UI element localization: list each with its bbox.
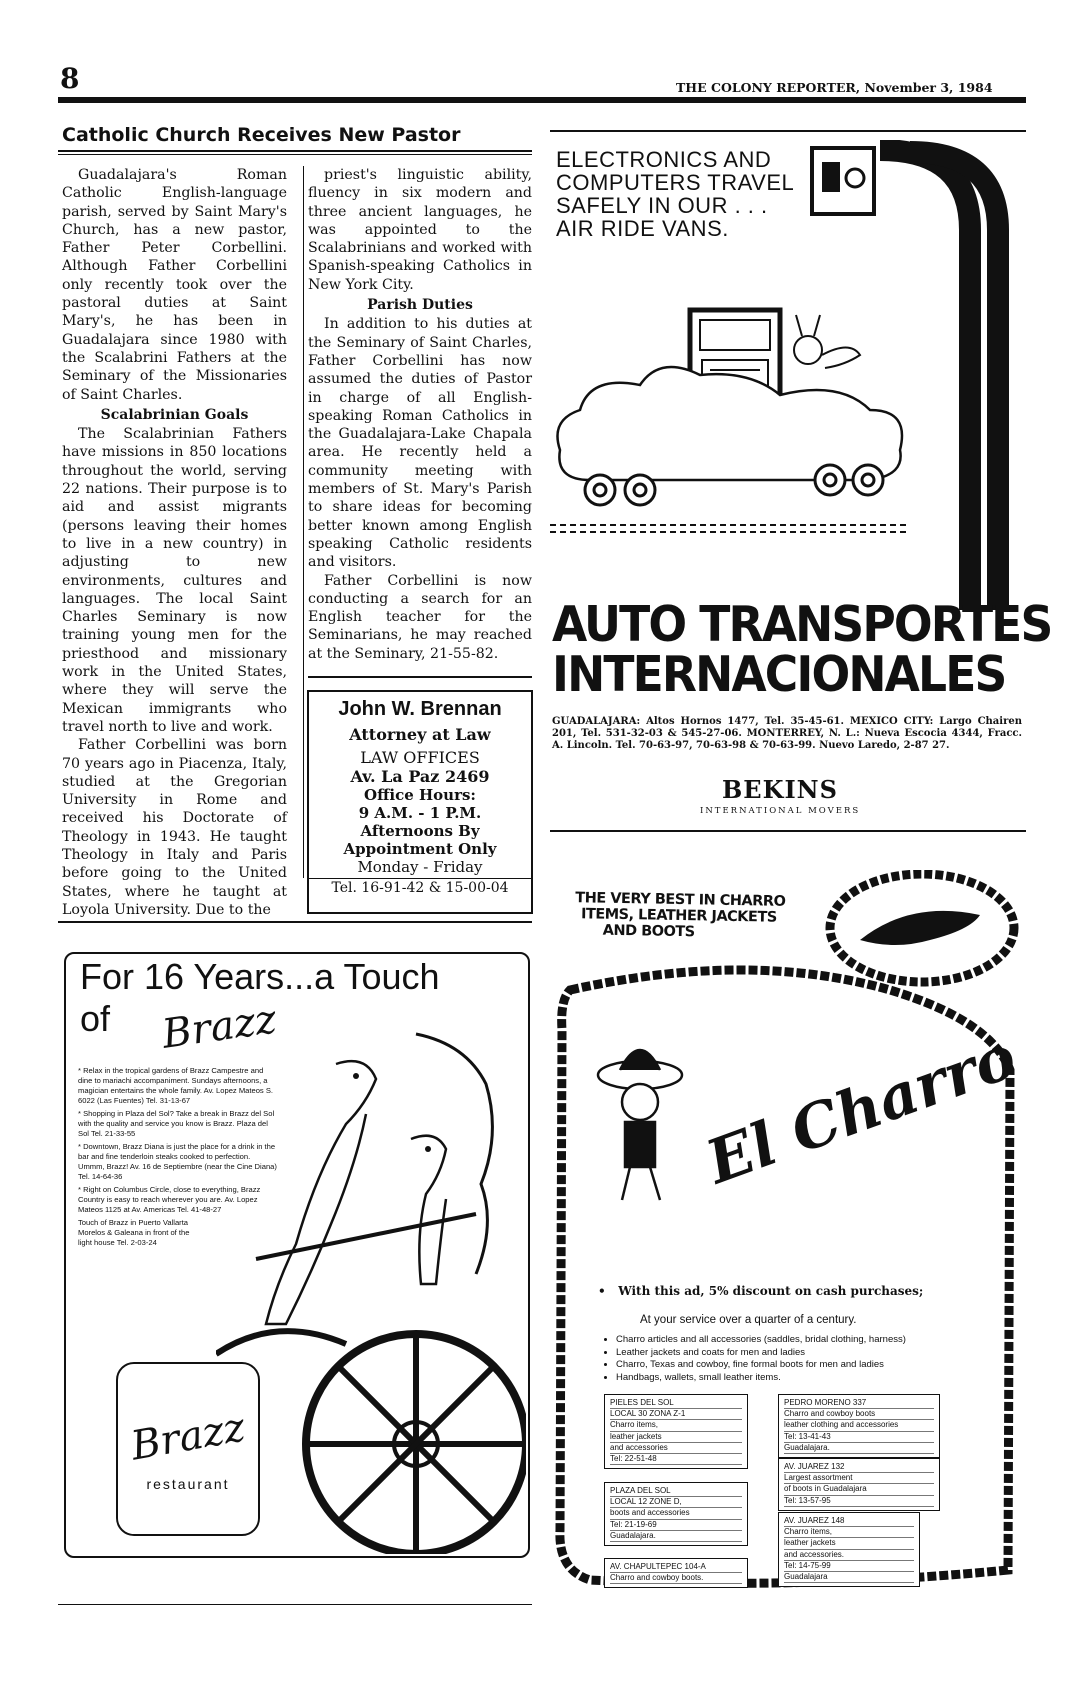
- headline-line: ELECTRONICS AND: [556, 147, 772, 172]
- section-rule: [58, 921, 532, 923]
- bekins-subline: INTERNATIONAL MOVERS: [700, 806, 861, 816]
- page-number: 8: [60, 62, 80, 95]
- article-paragraph: Guadalajara's Roman Catholic English-language parish, served by Saint Mary's Church, has a new pastor, Father Peter Corbellini. Although Father Corbellini only recently took over the pastoral duties at Saint Mary's, he has been in Guadalajara since 1980 with the Scalabrini Fathers at the Seminary of the Missionaries of Saint Charles.: [62, 167, 287, 403]
- subhead-parish-duties: Parish Duties: [367, 297, 473, 314]
- bekins-logo: BEKINS: [722, 775, 838, 804]
- discount-text: With this ad, 5% discount on cash purchases;: [618, 1284, 924, 1298]
- store-location-av-juarez-148: [778, 1512, 920, 1587]
- location-line: Charro and cowboy boots.: [610, 1573, 742, 1584]
- product-item: • Leather jackets and coats for men and ladies: [616, 1347, 1016, 1360]
- headline-line: AIR RIDE VANS.: [556, 216, 729, 241]
- charro-character: [598, 1050, 682, 1200]
- article-paragraph: Father Corbellini is now conducting a search for an English teacher for the Seminarians, he may reached at the Seminary, 21-55-82.: [308, 572, 532, 662]
- location-line: Tel: 14-75-99: [784, 1561, 914, 1572]
- article-column-2: [308, 166, 532, 663]
- brazz-script-logo: Brazz: [159, 996, 280, 1058]
- decorative-stripe: [910, 152, 998, 610]
- wagon-wheel: [306, 1334, 526, 1554]
- brazz-headline: For 16 Years...a Touch: [80, 956, 440, 997]
- charro-headline-line: ITEMS, LEATHER JACKETS: [580, 906, 777, 926]
- headline-rule-thin: [58, 154, 532, 155]
- office-hours: 9 A.M. - 1 P.M.: [358, 804, 482, 822]
- article-paragraph: priest's linguistic ability, fluency in six modern and three ancient languages, he was appointed to the Scalabrinians and worked with Spanish-speaking Catholics in New York City.: [308, 167, 532, 293]
- brazz-location-sol: * Shopping in Plaza del Sol? Take a break in Brazz del Sol with the quality and service you know is Brazz. Plaza del Sol Tel. 21-33-55: [78, 1109, 275, 1138]
- law-offices-label: LAW OFFICES: [360, 748, 480, 767]
- product-item: • Charro, Texas and cowboy, fine formal boots for men and ladies: [616, 1359, 1016, 1372]
- location-line: Charro and cowboy boots: [784, 1409, 934, 1420]
- location-line: AV. JUAREZ 132: [784, 1462, 934, 1473]
- decorative-stripe: [880, 150, 970, 610]
- brazz-location-diana: * Downtown, Brazz Diana is just the place for a drink in the bar and fine tenderloin steaks cooked to perfection. Ummm, Brazz! Av. 16 de Septiembre (near the Cine Diana) Tel. 14-64-36: [78, 1142, 277, 1181]
- article-paragraph: Father Corbellini was born 70 years ago in Piacenza, Italy, studied at the Gregorian University in Rome and received his Doctorate of Theology in 1943. He taught Theology in Italy and Paris before going to the United States, where he taught at Loyola University. Due to the: [62, 737, 287, 918]
- parrot-large: [266, 1061, 376, 1324]
- office-hours-label: Office Hours:: [364, 786, 476, 804]
- transport-brand: [552, 596, 1052, 703]
- store-location-plaza-del-sol: [604, 1482, 748, 1546]
- article-end-rule: [308, 676, 532, 678]
- location-line: AV. JUAREZ 148: [784, 1516, 914, 1527]
- brazz-headline-of: of: [80, 998, 111, 1039]
- location-line: Tel: 13-41-43: [784, 1432, 934, 1443]
- location-line: Largest assortment: [784, 1473, 934, 1484]
- location-line: Guadalajara.: [784, 1443, 934, 1454]
- location-line: Tel: 21-19-69: [610, 1520, 742, 1531]
- afternoons-label: Afternoons By: [360, 822, 480, 840]
- appointment-label: Appointment Only: [343, 840, 497, 858]
- location-line: Charro items,: [610, 1420, 742, 1431]
- location-line: PIELES DEL SOL: [610, 1398, 742, 1409]
- location-line: boots and accessories: [610, 1508, 742, 1519]
- location-line: leather jackets: [784, 1538, 914, 1549]
- location-line: Charro items,: [784, 1527, 914, 1538]
- location-line: LOCAL 12 ZONE D,: [610, 1497, 742, 1508]
- charro-product-list: [602, 1334, 1016, 1384]
- discount-offer: [598, 1284, 923, 1298]
- article-column-1: [62, 166, 287, 919]
- transport-ad-top-rule: [550, 130, 1026, 132]
- store-location-pieles-del-sol: [604, 1394, 748, 1469]
- parrots-and-wagon-wheel-illustration: [216, 1024, 526, 1554]
- location-line: Tel: 13-57-95: [784, 1496, 934, 1507]
- el-charro-logo: El Charro: [697, 1021, 1026, 1199]
- brazz-location-country: * Right on Columbus Circle, close to everything, Brazz Country is easy to reach wherever you are. Av. Lopez Mateos 1125 at Av. Americas Tel. 41-48-27: [78, 1185, 261, 1214]
- headline-line: SAFELY IN OUR . . .: [556, 193, 768, 218]
- location-line: AV. CHAPULTEPEC 104-A: [610, 1562, 742, 1573]
- location-line: and accessories.: [784, 1550, 914, 1561]
- location-line: of boots in Guadalajara: [784, 1484, 934, 1495]
- office-days: Monday - Friday: [357, 858, 483, 876]
- cloud: [558, 367, 903, 480]
- transport-addresses: GUADALAJARA: Altos Hornos 1477, Tel. 35-45-61. MEXICO CITY: Largo Chairen 201, Tel. 531-32-03 & 545-27-06. MONTERREY, N. L.: Nueva Escocia 4344, Fracc. A. Lincoln. Tel. 70-63-97, 70-63-98 & 70-63-99. Nuevo Laredo, 2-87 27.: [552, 716, 1022, 752]
- brazz-restaurant-ad: [64, 952, 530, 1558]
- charro-headline-line: THE VERY BEST IN CHARRO: [575, 890, 786, 910]
- article-paragraph: In addition to his duties at the Seminary of Saint Charles, Father Corbellini has now assumed the duties of Pastor in charge of all English-speaking Roman Catholics in the Guadalajara-Lake Chapala area. He recently held a community meeting with members of St. Mary's Parish to share ideas for becoming better known among English speaking Catholic residents and visitors.: [308, 316, 532, 571]
- store-location-av-chapultepec: [604, 1558, 748, 1588]
- brazz-location-vallarta: Touch of Brazz in Puerto Vallarta Morelos & Galeana in front of the light house Tel. 2-03-24: [78, 1218, 190, 1247]
- charro-headline-line: AND BOOTS: [602, 922, 695, 941]
- attorney-ad: [307, 690, 533, 914]
- attorney-name: John W. Brennan: [338, 698, 502, 720]
- air-ride-van-illustration: [550, 140, 1026, 610]
- attorney-address: Av. La Paz 2469: [350, 767, 490, 786]
- brazz-sign: [116, 1362, 260, 1536]
- bullet-icon: •: [598, 1284, 619, 1298]
- store-location-pedro-moreno: [778, 1394, 940, 1458]
- subhead-scalabrinian-goals: Scalabrinian Goals: [100, 406, 249, 423]
- product-item: • Handbags, wallets, small leather items.: [616, 1372, 1016, 1385]
- headline-line: COMPUTERS TRAVEL: [556, 170, 795, 195]
- sombrero-icon: [860, 911, 980, 945]
- location-line: and accessories: [610, 1443, 742, 1454]
- service-tagline: At your service over a quarter of a century.: [640, 1314, 857, 1326]
- headline-rule: [58, 150, 532, 152]
- masthead-rule: [58, 97, 1026, 103]
- location-line: LOCAL 30 ZONA Z-1: [610, 1409, 742, 1420]
- location-line: leather jackets: [610, 1432, 742, 1443]
- publication-date-line: THE COLONY REPORTER, November 3, 1984: [676, 80, 993, 95]
- attorney-title: Attorney at Law: [349, 725, 491, 744]
- brazz-location-campestre: * Relax in the tropical gardens of Brazz Campestre and dine to mariachi accompaniment. Sundays afternoons, a magician entertains the whole family. Av. Lopez Mateos S. 6022 (Las Fuentes) Tel. 31-13-67: [78, 1066, 274, 1105]
- location-line: Tel: 22-51-48: [610, 1454, 742, 1465]
- store-location-av-juarez-132: [778, 1458, 940, 1511]
- brazz-sign-subtitle: restaurant: [146, 1476, 230, 1492]
- location-line: Guadalajara.: [610, 1531, 742, 1542]
- brazz-sign-logo: Brazz: [127, 1404, 249, 1470]
- product-item: • Charro articles and all accessories (saddles, bridal clothing, harness): [616, 1334, 1016, 1347]
- brand-line-2: INTERNACIONALES: [552, 646, 1006, 703]
- attorney-phone: Tel. 16-91-42 & 15-00-04: [309, 878, 531, 896]
- article-headline: Catholic Church Receives New Pastor: [62, 124, 461, 146]
- location-line: Guadalajara: [784, 1572, 914, 1583]
- location-line: PEDRO MORENO 337: [784, 1398, 934, 1409]
- article-paragraph: The Scalabrinian Fathers have missions in 850 locations throughout the world, serving 22 nations. Their purpose is to aid and assist migrants (persons leaving their homes to live in a new country) in adjusting to new environments, cultures and languages. The local Saint Charles Seminary is now training young men for the priesthood and missionary work in the United States, where they will serve the Mexican immigrants who travel north to live and work.: [62, 426, 287, 735]
- parrot-small: [411, 1136, 446, 1284]
- column-divider: [303, 166, 304, 878]
- location-line: leather clothing and accessories: [784, 1420, 934, 1431]
- location-line: PLAZA DEL SOL: [610, 1486, 742, 1497]
- transport-ad-bottom-rule: [550, 830, 1026, 832]
- brand-line-1: AUTO TRANSPORTES: [552, 596, 1052, 653]
- bottom-rule-left: [58, 1604, 532, 1605]
